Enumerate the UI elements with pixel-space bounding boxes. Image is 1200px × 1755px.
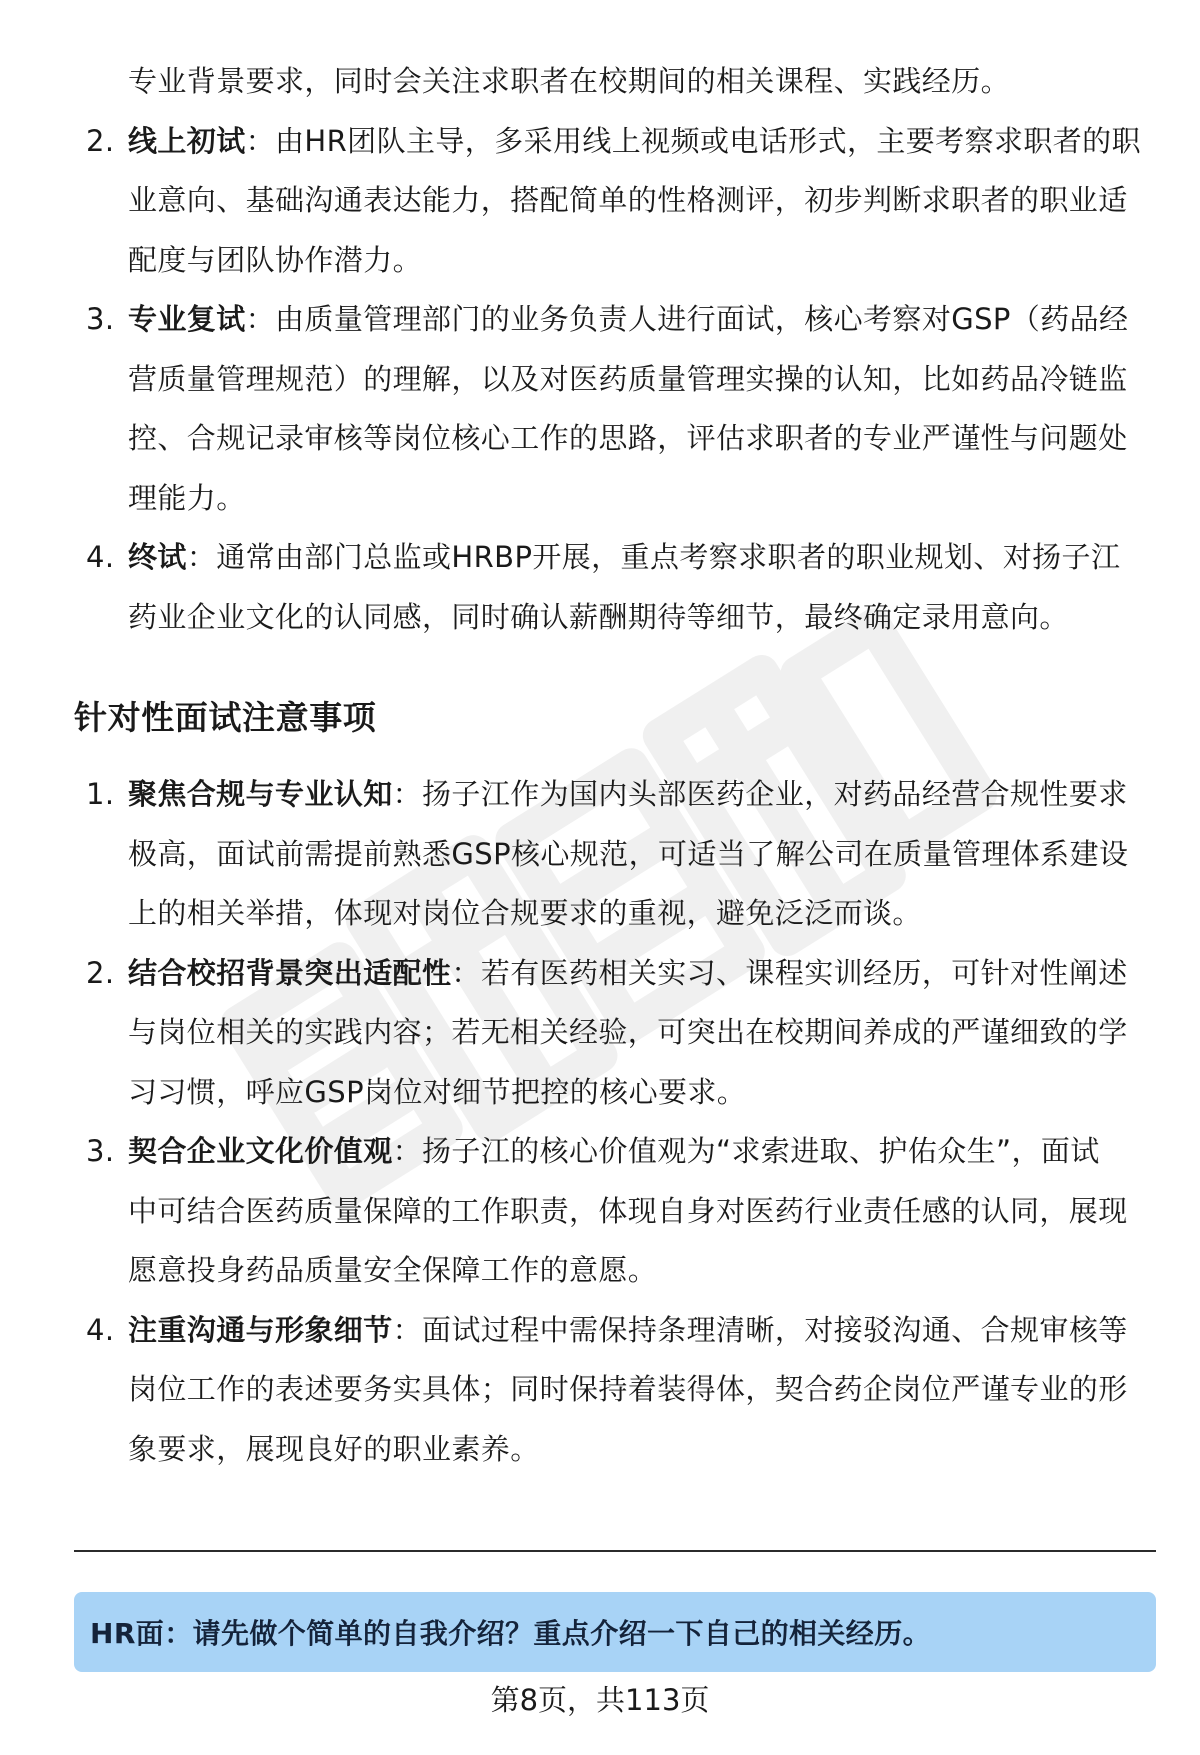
list-item-line xyxy=(128,528,1164,588)
list-item-line xyxy=(128,765,1164,825)
list-item-separator: ： xyxy=(245,302,276,336)
list-item-line xyxy=(128,1360,1164,1420)
list-item-term: 结合校招背景突出适配性 xyxy=(128,955,452,990)
list-item-text: 扬子江作为国内头部医药企业，对药品经营合规性要求 xyxy=(422,777,1128,811)
list-item-text: 上的相关举措，体现对岗位合规要求的重视，避免泛泛而谈。 xyxy=(128,896,922,930)
list-item-term: 聚焦合规与专业认知 xyxy=(128,777,393,811)
list-item-line xyxy=(128,112,1164,172)
list-item-text: 面试过程中需保持条理清晰，对接驳沟通、合规审核等 xyxy=(422,1312,1128,1347)
list-item-text: 业意向、基础沟通表达能力，搭配简单的性格测评，初步判断求职者的职业适 xyxy=(128,183,1128,217)
list-item-number: 4. xyxy=(86,540,115,574)
list-item-separator: ： xyxy=(245,123,276,158)
list-item-number: 2. xyxy=(86,955,115,990)
list-item-text: 扬子江的核心价值观为“求索进取、护佑众生”，面试 xyxy=(422,1134,1100,1168)
list-item-text: 象要求，展现良好的职业素养。 xyxy=(128,1431,540,1466)
list-item-number: 1. xyxy=(86,777,115,811)
list-item xyxy=(74,944,1164,1123)
list-item-line xyxy=(128,588,1164,648)
lead-paragraph: 专业背景要求，同时会关注求职者在校期间的相关课程、实践经历。 xyxy=(128,64,1011,98)
list-item-text: 岗位工作的表述要务实具体；同时保持着装得体，契合药企岗位严谨专业的形 xyxy=(128,1372,1128,1406)
list-item-text: 若有医药相关实习、课程实训经历，可针对性阐述 xyxy=(480,955,1128,990)
list-item-separator: ： xyxy=(186,540,217,574)
list-item-text: 习习惯，呼应GSP岗位对细节把控的核心要求。 xyxy=(128,1074,747,1109)
list-item-text: 营质量管理规范）的理解，以及对医药质量管理实操的认知，比如药品冷链监 xyxy=(128,361,1128,396)
list-item xyxy=(74,112,1164,291)
list-item xyxy=(74,1301,1164,1480)
list-item-text: 配度与团队协作潜力。 xyxy=(128,242,423,277)
list-item-number: 3. xyxy=(86,1134,115,1168)
list-item xyxy=(74,528,1164,647)
list-item-number: 4. xyxy=(86,1312,115,1347)
list-item-text: 理能力。 xyxy=(128,480,246,515)
list-item-separator: ： xyxy=(392,777,423,811)
list-item-term: 专业复试 xyxy=(128,302,246,336)
list-item-line xyxy=(128,884,1164,944)
list-item xyxy=(74,765,1164,944)
hr-question-text: HR面：请先做个简单的自我介绍？重点介绍一下自己的相关经历。 xyxy=(90,1617,931,1650)
list-item-line xyxy=(128,825,1164,885)
list-item-text: 愿意投身药品质量安全保障工作的意愿。 xyxy=(128,1253,658,1287)
list-item-line xyxy=(128,1063,1164,1123)
list-item-line xyxy=(128,350,1164,410)
list-item-line xyxy=(128,231,1164,291)
list-item-separator: ： xyxy=(392,1312,423,1347)
list-item xyxy=(74,1122,1164,1301)
list-item-separator: ： xyxy=(451,955,481,990)
list-item-line xyxy=(128,290,1164,350)
list-item-line xyxy=(128,1241,1164,1301)
list-item-line xyxy=(128,469,1164,529)
list-item-line xyxy=(128,1122,1164,1182)
divider xyxy=(74,1550,1156,1552)
interview-tips-list xyxy=(74,765,1164,1479)
page-footer: 第8页，共113页 xyxy=(490,1683,710,1717)
list-item-separator: ： xyxy=(392,1134,423,1168)
list-item-term: 终试 xyxy=(128,540,187,574)
list-item-line xyxy=(128,1003,1164,1063)
list-item-number: 2. xyxy=(86,123,115,158)
list-item-number: 3. xyxy=(86,302,115,336)
hr-question-box xyxy=(74,1592,1156,1672)
list-item-text: 极高，面试前需提前熟悉GSP核心规范，可适当了解公司在质量管理体系建设 xyxy=(128,836,1129,871)
list-item-term: 注重沟通与形象细节 xyxy=(128,1312,393,1347)
list-item-line xyxy=(128,171,1164,231)
section-title: 针对性面试注意事项 xyxy=(74,698,377,737)
list-item-line xyxy=(128,944,1164,1004)
list-item xyxy=(74,290,1164,528)
list-item-line xyxy=(128,1420,1164,1480)
list-item-line xyxy=(128,409,1164,469)
interview-process-list xyxy=(74,112,1164,648)
list-item-term: 契合企业文化价值观 xyxy=(128,1134,393,1168)
list-item-line xyxy=(128,1301,1164,1361)
list-item-text: 与岗位相关的实践内容；若无相关经验，可突出在校期间养成的严谨细致的学 xyxy=(128,1015,1128,1049)
list-item-line xyxy=(128,1182,1164,1242)
list-item-text: 通常由部门总监或HRBP开展，重点考察求职者的职业规划、对扬子江 xyxy=(216,540,1121,574)
list-item-text: 药业企业文化的认同感，同时确认薪酬期待等细节，最终确定录用意向。 xyxy=(128,599,1069,634)
list-item-text: 由质量管理部门的业务负责人进行面试，核心考察对GSP（药品经 xyxy=(275,302,1129,336)
list-item-text: 控、合规记录审核等岗位核心工作的思路，评估求职者的专业严谨性与问题处 xyxy=(128,421,1128,455)
list-item-term: 线上初试 xyxy=(128,123,246,158)
list-item-text: 中可结合医药质量保障的工作职责，体现自身对医药行业责任感的认同，展现 xyxy=(128,1193,1128,1228)
list-item-text: 由HR团队主导，多采用线上视频或电话形式，主要考察求职者的职 xyxy=(275,123,1141,158)
